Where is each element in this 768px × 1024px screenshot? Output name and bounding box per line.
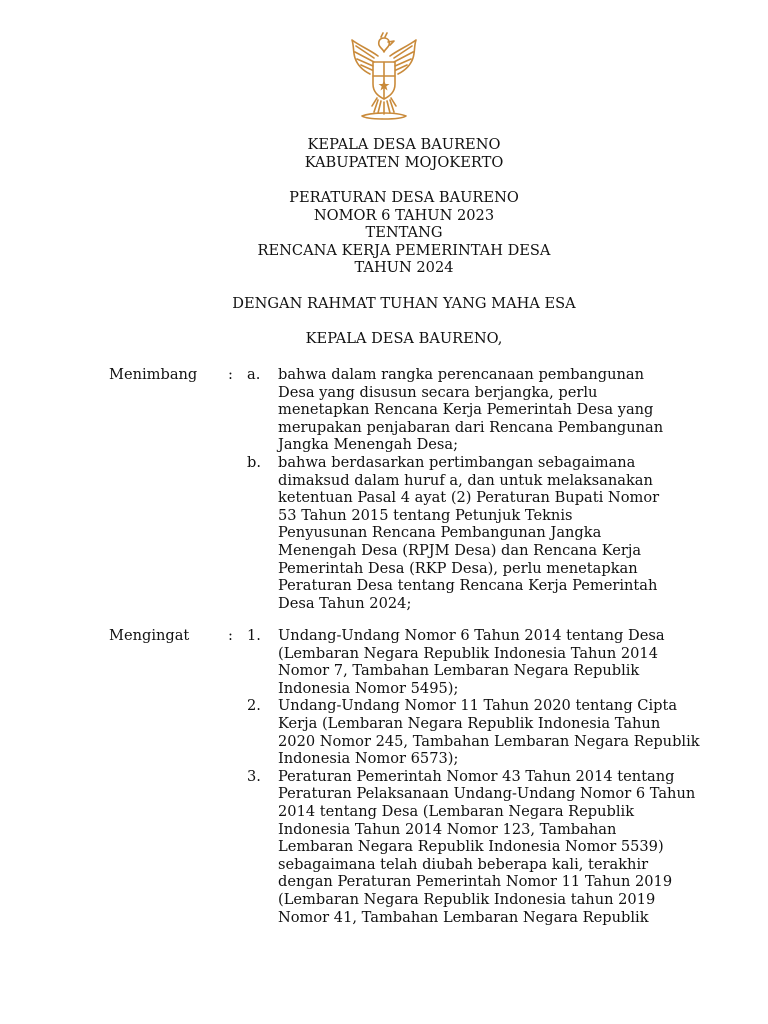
item-marker: b. bbox=[247, 453, 261, 471]
item-text: Undang-Undang Nomor 11 Tahun 2020 tentang Cipta Kerja (Lembaran Negara Republik Indonesia Tahun 2020 Nomor 245, Tambahan Lembaran Negara Republik Indonesia Nomor 6573); bbox=[278, 697, 700, 768]
title-line: PERATURAN DESA BAURENO bbox=[289, 189, 519, 206]
item-text: Peraturan Pemerintah Nomor 43 Tahun 2014 tentang Peraturan Pelaksanaan Undang-Undang Nomor 6 Tahun 2014 tentang Desa (Lembaran Negara Republik Indonesia Tahun 2014 Nomor 123, Tambahan Lembaran Negara Republik Indonesia Nomor 5539) sebagaimana telah diubah beberapa kali, terakhir dengan Peraturan Pemerintah Nomor 11 Tahun 2019 (Lembaran Negara Republik Indonesia tahun 2019 Nomor 41, Tambahan Lembaran Negara Republik bbox=[278, 767, 696, 926]
title-line: TAHUN 2024 bbox=[354, 259, 454, 277]
invocation-text: DENGAN RAHMAT TUHAN YANG MAHA ESA bbox=[232, 295, 576, 312]
consideration-item bbox=[0, 366, 768, 454]
item-marker: 1. bbox=[247, 627, 261, 644]
mengingat-section bbox=[0, 627, 768, 926]
menimbang-section bbox=[0, 366, 768, 612]
legal-basis-item bbox=[0, 697, 768, 767]
authority-line: KEPALA DESA BAURENO bbox=[307, 136, 501, 153]
legal-basis-item bbox=[0, 627, 768, 697]
section-colon: : bbox=[228, 627, 233, 644]
invocation bbox=[0, 295, 768, 313]
authority-block bbox=[0, 136, 768, 171]
section-label: Menimbang bbox=[109, 366, 198, 383]
garuda-emblem-icon bbox=[344, 32, 424, 126]
item-text: Undang-Undang Nomor 6 Tahun 2014 tentang Desa (Lembaran Negara Republik Indonesia Tahun 2014 Nomor 7, Tambahan Lembaran Negara Republik Indonesia Nomor 5495); bbox=[278, 627, 665, 697]
section-colon: : bbox=[228, 366, 233, 383]
title-line: TENTANG bbox=[365, 224, 443, 242]
regulation-title bbox=[0, 189, 768, 277]
title-line: RENCANA KERJA PEMERINTAH DESA bbox=[257, 241, 551, 259]
item-text: bahwa dalam rangka perencanaan pembangunan Desa yang disusun secara berjangka, perlu menetapkan Rencana Kerja Pemerintah Desa yang merupakan penjabaran dari Rencana Pembangunan Jangka Menengah Desa; bbox=[278, 366, 664, 454]
authority-line: KABUPATEN MOJOKERTO bbox=[304, 153, 504, 171]
title-line: NOMOR 6 TAHUN 2023 bbox=[313, 206, 495, 224]
item-marker: 3. bbox=[247, 767, 261, 785]
issuer-text: KEPALA DESA BAURENO, bbox=[305, 330, 503, 347]
item-text: bahwa berdasarkan pertimbangan sebagaimana dimaksud dalam huruf a, dan untuk melaksanakan ketentuan Pasal 4 ayat (2) Peraturan Bupati Nomor 53 Tahun 2015 tentang Petunjuk Teknis Penyusunan Rencana Pembangunan Jangka Menengah Desa (RPJM Desa) dan Rencana Kerja Pemerintah Desa (RKP Desa), perlu menetapkan Peraturan Desa tentang Rencana Kerja Pemerintah Desa Tahun 2024; bbox=[278, 453, 660, 612]
item-marker: 2. bbox=[247, 697, 261, 715]
section-label: Mengingat bbox=[109, 627, 190, 644]
legal-basis-item bbox=[0, 768, 768, 926]
item-marker: a. bbox=[247, 366, 261, 383]
issuer bbox=[0, 330, 768, 348]
consideration-item bbox=[0, 454, 768, 612]
